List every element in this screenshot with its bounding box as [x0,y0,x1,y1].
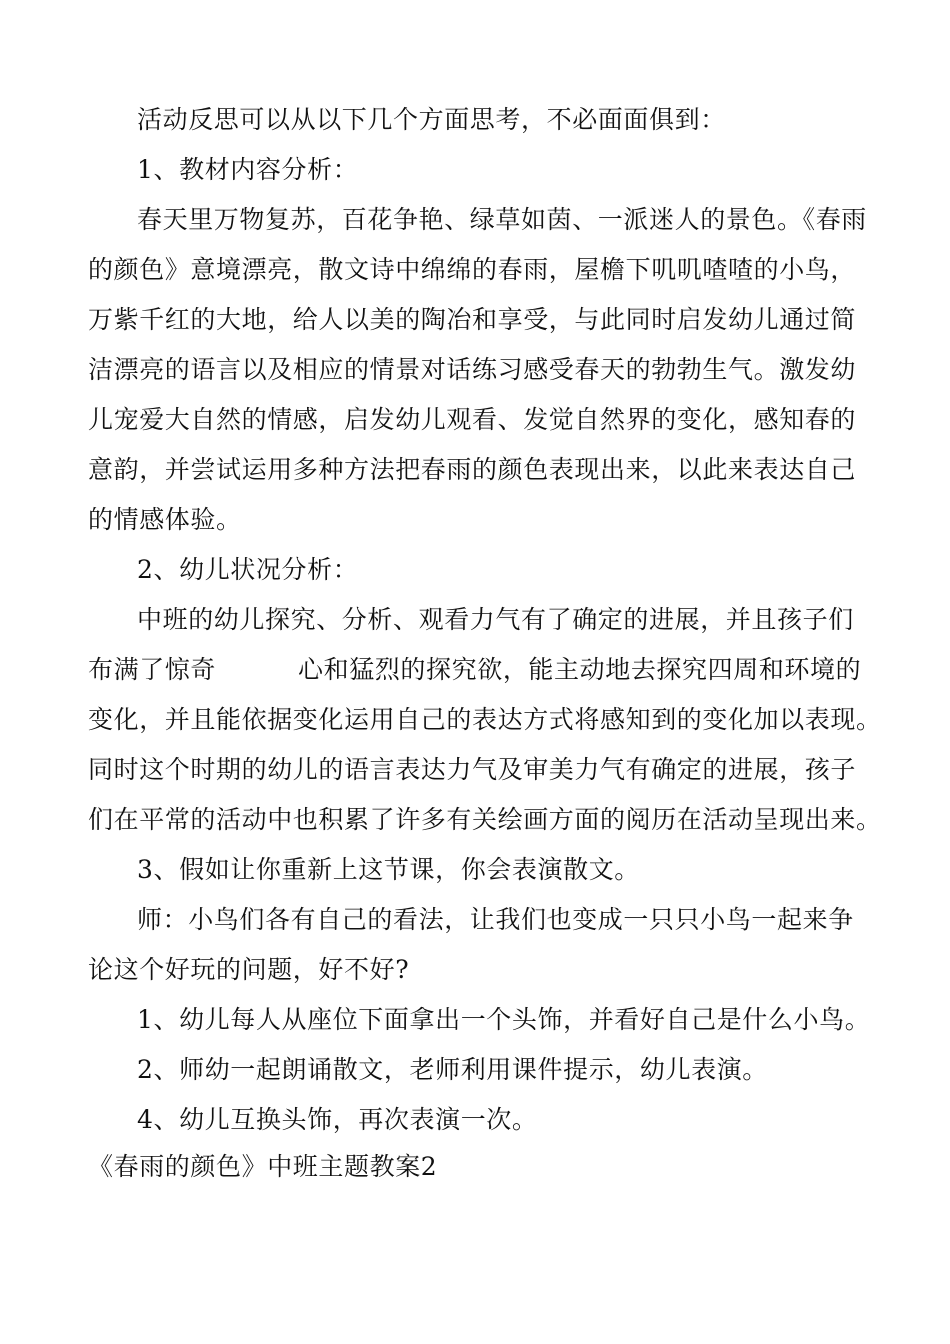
heading-material-analysis: 1、教材内容分析： [137,155,359,184]
paragraph-child-line-2 [88,648,868,692]
paragraph-child-line-1: 中班的幼儿探究、分析、观看力气有了确定的进展，并且孩子们 [137,605,854,634]
paragraph-teacher-line-1: 师：小鸟们各有自己的看法，让我们也变成一只只小鸟一起来争 [137,905,854,934]
heading-reteach: 3、假如让你重新上这节课，你会表演散文。 [137,855,640,884]
paragraph-material-line-6: 意韵，并尝试运用多种方法把春雨的颜色表现出来，以此来表达自己 [88,455,857,484]
paragraph-material-line-5: 儿宠爱大自然的情感，启发幼儿观看、发觉自然界的变化，感知春的 [88,405,857,434]
paragraph-child-line-5: 们在平常的活动中也积累了许多有关绘画方面的阅历在活动呈现出来。 [88,805,882,834]
paragraph-teacher-line-2: 论这个好玩的问题，好不好? [88,955,410,984]
paragraph-child-line-4: 同时这个时期的幼儿的语言表达力气及审美力气有确定的进展，孩子 [88,755,857,784]
paragraph-material-line-1: 春天里万物复苏，百花争艳、绿草如茵、一派迷人的景色。《春雨 [137,205,867,234]
paragraph-child-line-2-part-2: 心和猛烈的探究欲，能主动地去探究四周和环境的 [298,655,862,684]
paragraph-material-line-2: 的颜色》意境漂亮，散文诗中绵绵的春雨，屋檐下叽叽喳喳的小鸟， [88,255,857,284]
paragraph-material-line-4: 洁漂亮的语言以及相应的情景对话练习感受春天的勃勃生气。激发幼 [88,355,857,384]
paragraph-material-line-3: 万紫千红的大地，给人以美的陶冶和享受，与此同时启发幼儿通过简 [88,305,857,334]
paragraph-material-line-7: 的情感体验。 [88,505,242,534]
list-item-4: 4、幼儿互换头饰，再次表演一次。 [137,1105,538,1134]
next-document-title: 《春雨的颜色》中班主题教案2 [88,1152,438,1181]
paragraph-child-line-3: 变化，并且能依据变化运用自己的表达方式将感知到的变化加以表现。 [88,705,882,734]
list-item-2: 2、师幼一起朗诵散文，老师利用课件提示，幼儿表演。 [137,1055,768,1084]
paragraph-child-line-2-part-1: 布满了惊奇 [88,655,217,684]
list-item-1: 1、幼儿每人从座位下面拿出一个头饰，并看好自己是什么小鸟。 [137,1005,871,1034]
heading-child-analysis: 2、幼儿状况分析： [137,555,359,584]
paragraph-intro: 活动反思可以从以下几个方面思考，不必面面俱到： [137,105,726,134]
